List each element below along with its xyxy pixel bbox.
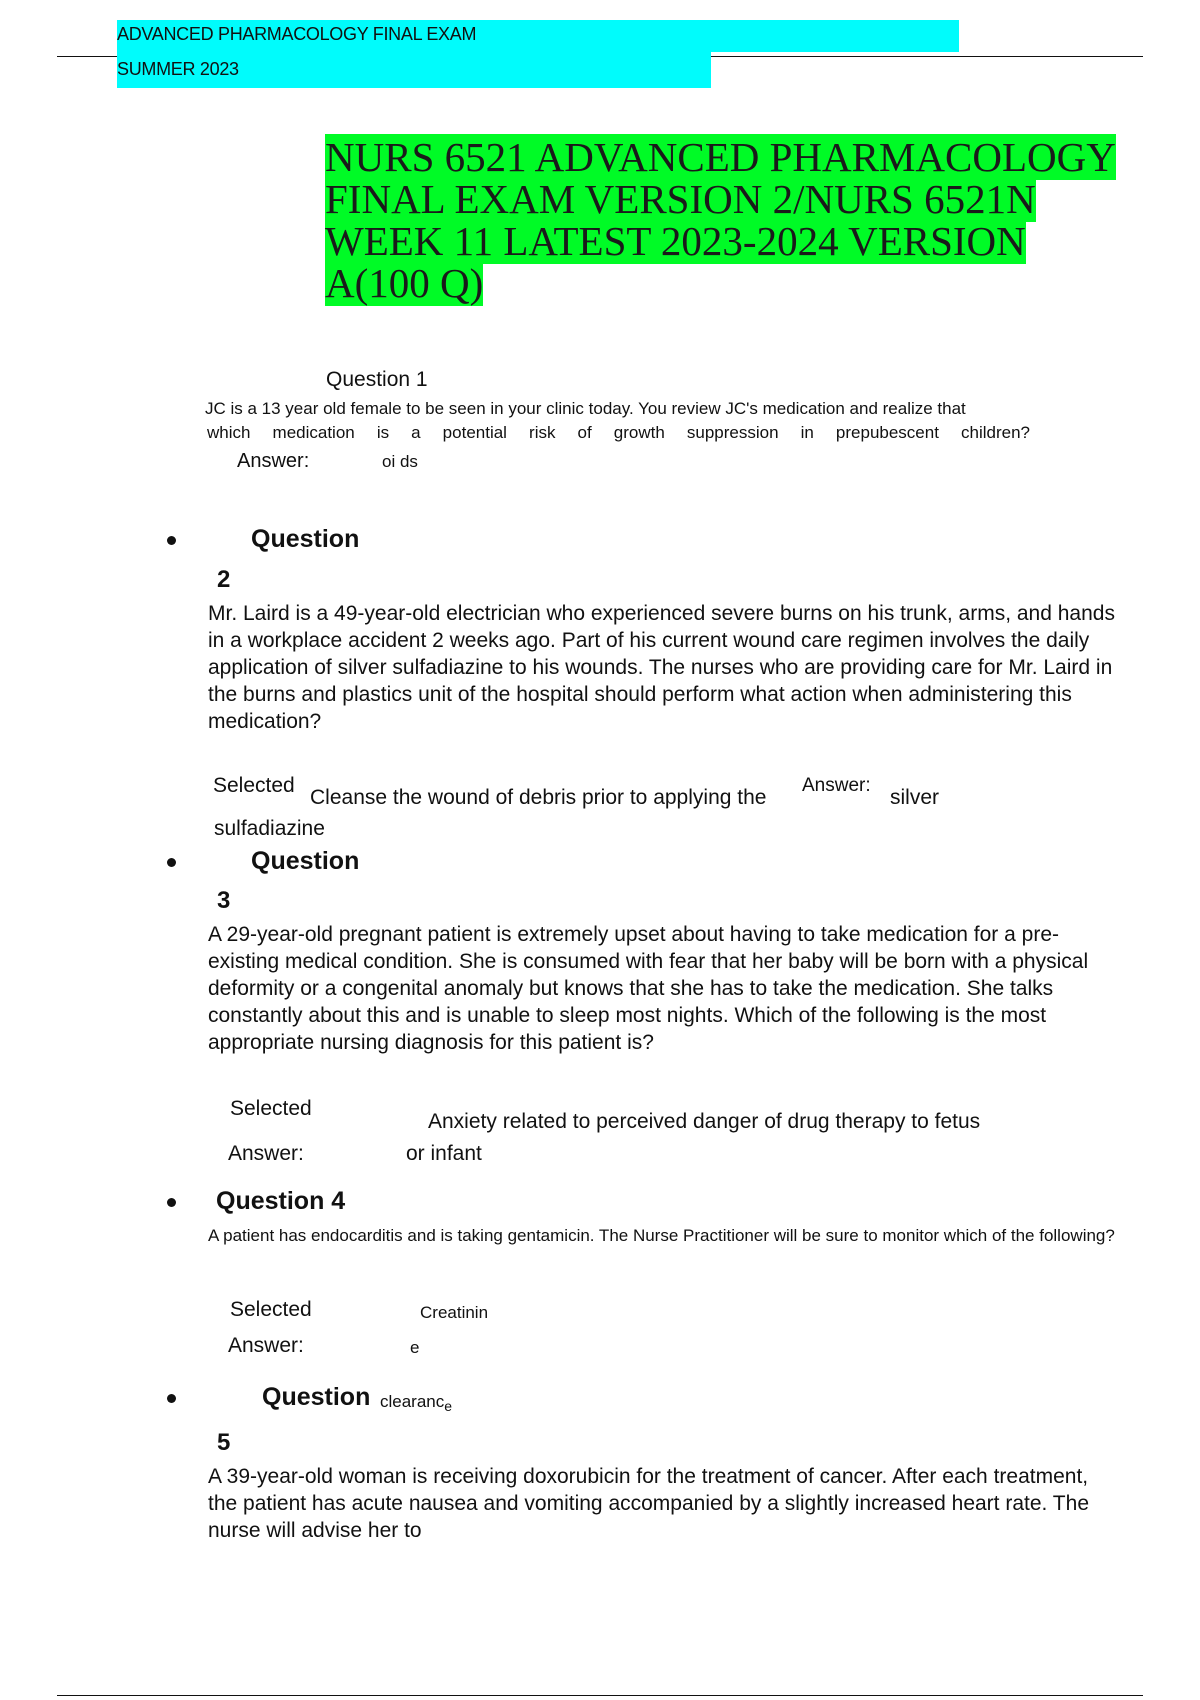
q3-answer-line2: or infant xyxy=(406,1142,482,1165)
footer-rule xyxy=(57,1695,1143,1696)
q4-answer-line1: Creatinin xyxy=(420,1303,489,1322)
q5-text: A 39-year-old woman is receiving doxorubicin for the treatment of cancer. After each treatment, the patient has acute nausea and vomiting accompanied by a slightly increased heart rate. The nurse will advise her to xyxy=(208,1465,1089,1542)
q3-answer-line1: Anxiety related to perceived danger of drug therapy to fetus xyxy=(428,1110,981,1133)
q2-answer-part1: Cleanse the wound of debris prior to applying the xyxy=(310,786,767,809)
header-line-1: ADVANCED PHARMACOLOGY FINAL EXAM xyxy=(117,20,959,52)
q5-bullet xyxy=(167,1394,176,1403)
q4-label: Question 4 xyxy=(216,1187,346,1215)
q2-answer-part2: silver xyxy=(890,786,940,809)
q3-selected-label: Selected xyxy=(230,1097,312,1120)
q2-selected-label: Selected xyxy=(213,774,295,797)
q1-label: Question 1 xyxy=(326,368,428,391)
q2-bullet xyxy=(167,536,176,545)
q3-number: 3 xyxy=(217,887,231,914)
q4-selected-label: Selected xyxy=(230,1298,312,1321)
q2-number: 2 xyxy=(217,566,231,593)
q4-answer-line2: e xyxy=(410,1338,420,1357)
document-title xyxy=(325,136,1125,304)
q5-number: 5 xyxy=(217,1429,231,1456)
q2-text: Mr. Laird is a 49-year-old electrician who experienced severe burns on his trunk, arms, and hands in a workplace accident 2 weeks ago. Part of his current wound care regimen involves the daily application of silver sulfadiazine to his wounds. The nurses who are providing care for Mr. Laird in the burns and plastics unit of the hospital should perform what action when administering this medication? xyxy=(208,602,1115,733)
document-title-text: NURS 6521 ADVANCED PHARMACOLOGY FINAL EXAM VERSION 2/NURS 6521N WEEK 11 LATEST 2023-2024 VERSION A(100 Q) xyxy=(325,134,1116,306)
q1-answer-label: Answer: xyxy=(237,450,310,472)
q5-trailing xyxy=(380,1392,452,1414)
header-line-2: SUMMER 2023 xyxy=(117,52,711,88)
q1-answer: oi ds xyxy=(382,452,418,471)
q2-answer-part3: sulfadiazine xyxy=(214,817,325,840)
q1-text-line1: JC is a 13 year old female to be seen in your clinic today. You review JC's medication and realize that xyxy=(205,399,966,418)
q4-text: A patient has endocarditis and is taking gentamicin. The Nurse Practitioner will be sure to monitor which of the following? xyxy=(208,1226,1115,1245)
q3-bullet xyxy=(167,858,176,867)
q3-text: A 29-year-old pregnant patient is extremely upset about having to take medication for a pre-existing medical condition. She is consumed with fear that her baby will be born with a physical deformity or a congenital anomaly but knows that she has to take the medication. She talks constantly about this and is unable to sleep most nights. Which of the following is the most appropriate nursing diagnosis for this patient is? xyxy=(208,923,1089,1054)
q4-answer-label: Answer: xyxy=(228,1334,304,1357)
q2-label: Question xyxy=(251,525,360,553)
q5-trailing-sub: e xyxy=(444,1398,453,1414)
q4-bullet xyxy=(167,1198,176,1207)
q5-trailing-text: clearanc xyxy=(380,1392,445,1411)
q3-answer-label: Answer: xyxy=(228,1142,304,1165)
q2-answer-label: Answer: xyxy=(802,775,871,796)
q5-label: Question xyxy=(262,1383,371,1411)
q3-label: Question xyxy=(251,847,360,875)
q1-text-line2: which medication is a potential risk of growth suppression in prepubescent children? xyxy=(207,423,1030,442)
